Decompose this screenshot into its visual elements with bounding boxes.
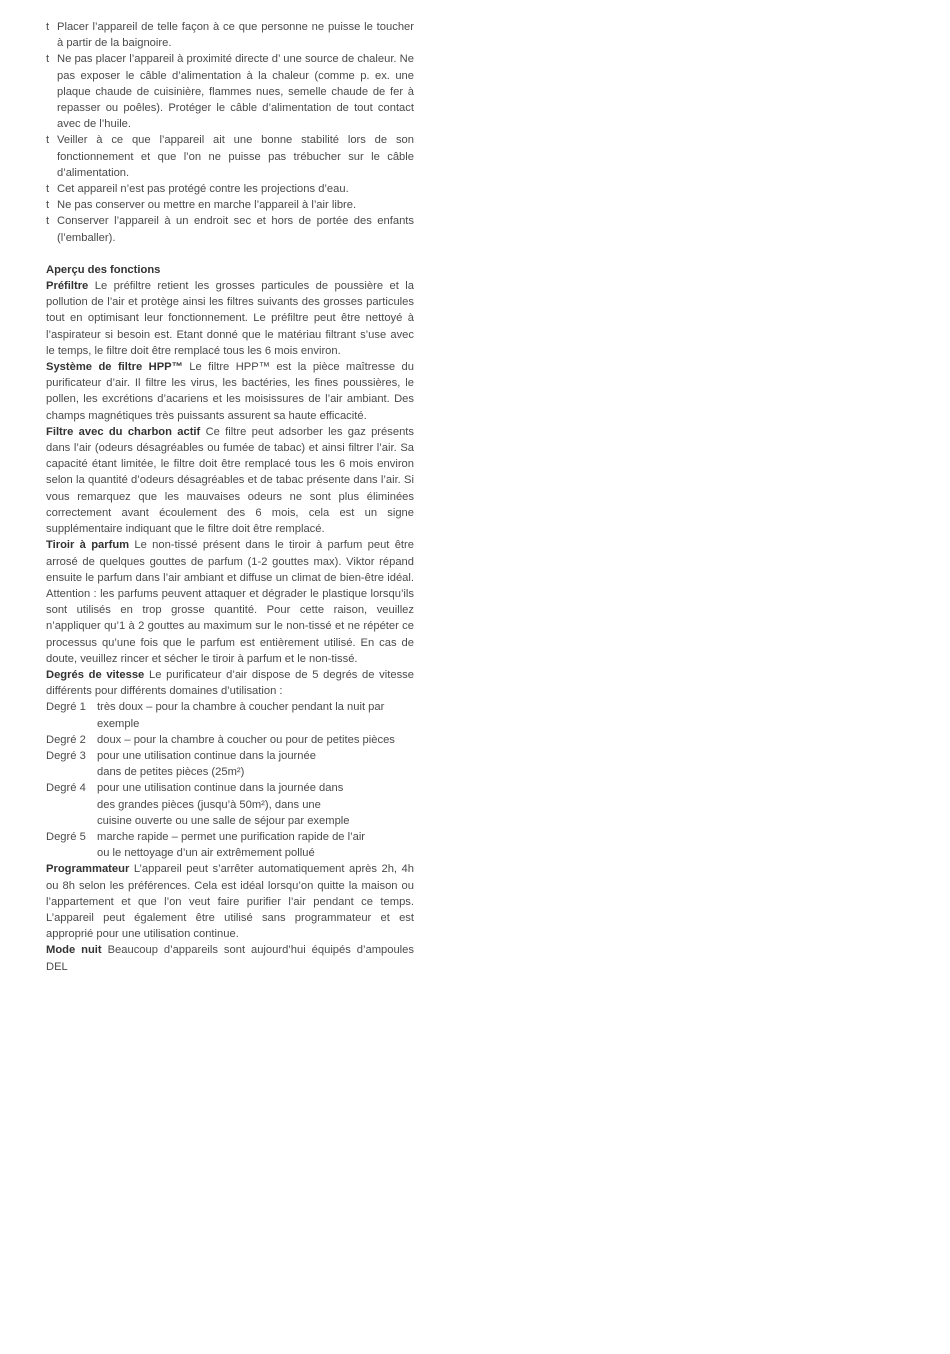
paragraph-text: Ce filtre peut adsorber les gaz présents dans l’air (odeurs désagréables ou fumée de tabac) et ainsi filtrer l’air. Sa capacité étant limitée, le filtre doit être remplacé tous les 6 mois environ selon la quantité d’odeurs désagréables et de tabac présente dans l’air. Si vous remarquez que les mauvaises odeurs ne sont plus éliminées correctement avant écoulement des 6 mois, cela est un signe supplémentaire indiquant que le filtre doit être remplacé.	[46, 425, 414, 536]
bullet-text: Cet appareil n’est pas protégé contre les projections d’eau.	[57, 183, 349, 196]
speed-level-text: pour une utilisation continue dans la journée dans des grandes pièces (jusqu’à 50m²), dans une cuisine ouverte ou une salle de séjour par exemple	[97, 782, 350, 827]
paragraph-text: L’appareil peut s’arrêter automatiquement après 2h, 4h ou 8h selon les préférences. Cela est idéal lorsqu’on quitte la maison ou l’appartement et que l’on veut faire purifier l’air pendant ce temps. L’appareil peut également être utilisé sans programmateur et est approprié pour une utilisation continue.	[46, 863, 414, 941]
paragraph-text: Le non-tissé présent dans le tiroir à parfum peut être arrosé de quelques gouttes de parfum (1-2 gouttes max). Viktor répand ensuite le parfum dans l’air ambiant et diffuse un climat de bien-être idéal. Attention : les parfums peuvent attaquer et dégrader le plastique lorsqu’ils sont utilisés en trop grosse quantité. Pour cette raison, veuillez n’appliquer qu’1 à 2 gouttes au maximum sur le non-tissé et ne répéter ce processus qu’une fois que le parfum est entièrement utilisé. En cas de doute, veuillez rincer et sécher le tiroir à parfum et le non-tissé.	[46, 539, 414, 665]
speed-level-2	[46, 732, 414, 748]
speed-level-4	[46, 780, 414, 829]
bullet-text: Conserver l’appareil à un endroit sec et hors de portée des enfants (l’emballer).	[57, 215, 414, 244]
paragraph-hpp-filter	[46, 359, 414, 424]
safety-bullet-3	[46, 132, 414, 181]
speed-level-label: Degré 3	[46, 749, 86, 762]
speed-level-1	[46, 699, 414, 731]
safety-bullet-2	[46, 51, 414, 132]
bullet-marker: t	[46, 215, 50, 228]
term: Mode nuit	[46, 944, 102, 957]
term: Degrés de vitesse	[46, 668, 145, 681]
term: Système de filtre HPP™	[46, 361, 183, 374]
paragraph-text: Le purificateur d’air dispose de 5 degrés de vitesse différents pour différents domaines d’utilisation :	[46, 668, 414, 698]
safety-bullet-5	[46, 197, 414, 213]
speed-level-label: Degré 4	[46, 782, 86, 795]
speed-level-label: Degré 5	[46, 830, 86, 843]
term: Programmateur	[46, 863, 130, 876]
paragraph-perfume-drawer	[46, 537, 414, 667]
safety-bullet-1	[46, 19, 414, 51]
section-title: Aperçu des fonctions	[46, 263, 161, 276]
manual-text-column	[46, 19, 414, 975]
speed-level-3	[46, 748, 414, 780]
bullet-marker: t	[46, 53, 50, 66]
bullet-text: Placer l’appareil de telle façon à ce que personne ne puisse le toucher à partir de la baignoire.	[57, 21, 414, 50]
bullet-text: Ne pas placer l’appareil à proximité directe d’ une source de chaleur. Ne pas exposer le câble d’alimentation à la chaleur (comme p. ex. une plaque chaude de cuisinière, flammes nues, semelle chaude de fer à repasser ou poêles). Protéger le câble d’alimentation de tout contact avec de l’huile.	[57, 53, 414, 131]
term: Tiroir à parfum	[46, 539, 130, 552]
spacer	[46, 246, 414, 262]
paragraph-programmer	[46, 861, 414, 942]
paragraph-prefilter	[46, 278, 414, 359]
paragraph-text: Beaucoup d’appareils sont aujourd’hui équipés d’ampoules DEL	[46, 944, 414, 973]
safety-bullet-6	[46, 213, 414, 245]
bullet-marker: t	[46, 199, 50, 212]
paragraph-carbon-filter	[46, 424, 414, 537]
bullet-marker: t	[46, 134, 50, 147]
speed-level-label: Degré 2	[46, 733, 86, 746]
bullet-text: Ne pas conserver ou mettre en marche l’appareil à l’air libre.	[57, 199, 357, 212]
speed-level-text: très doux – pour la chambre à coucher pendant la nuit par exemple	[97, 701, 385, 730]
safety-bullet-4	[46, 181, 414, 197]
speed-level-text: marche rapide – permet une purification rapide de l’air ou le nettoyage d’un air extrêmement pollué	[97, 830, 366, 860]
speed-level-label: Degré 1	[46, 701, 86, 714]
paragraph-night-mode	[46, 942, 414, 974]
term: Filtre avec du charbon actif	[46, 425, 201, 438]
paragraph-text: Le filtre HPP™ est la pièce maîtresse du purificateur d’air. Il filtre les virus, les bactéries, les fines poussières, le pollen, les excrétions d’acariens et les moisissures de l’air ambiant. Des champs magnétiques très puissants assurent sa haute efficacité.	[46, 361, 415, 422]
bullet-marker: t	[46, 183, 50, 196]
speed-level-text: doux – pour la chambre à coucher ou pour de petites pièces	[97, 733, 395, 746]
bullet-text: Veiller à ce que l’appareil ait une bonne stabilité lors de son fonctionnement et que l’on ne puisse pas trébucher sur le câble d’alimentation.	[57, 134, 414, 179]
speed-level-5	[46, 829, 414, 861]
term: Préfiltre	[46, 280, 89, 293]
bullet-marker: t	[46, 21, 50, 33]
speed-level-text: pour une utilisation continue dans la journée dans de petites pièces (25m²)	[97, 749, 316, 779]
paragraph-text: Le préfiltre retient les grosses particules de poussière et la pollution de l’air et protège ainsi les filtres suivants des grosses particules tout en optimisant leur fonctionnement. Le préfiltre peut être nettoyé à l’aspirateur si besoin est. Etant donné que le matériau filtrant s’use avec le temps, le filtre doit être remplacé tous les 6 mois environ.	[46, 280, 414, 357]
paragraph-speed-levels	[46, 667, 414, 699]
